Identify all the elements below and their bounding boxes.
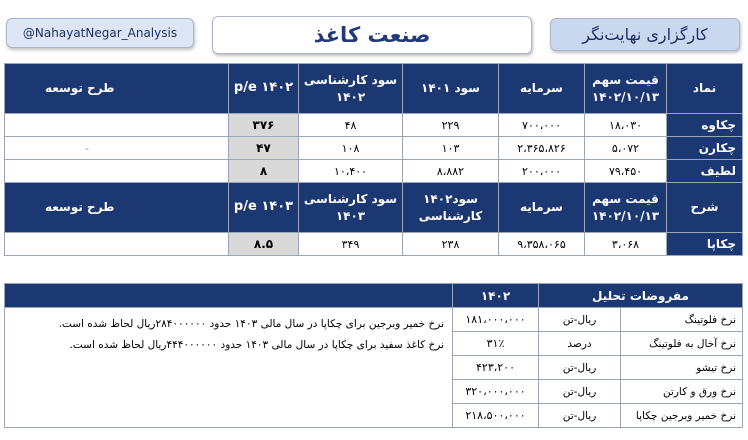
row-expert: ۱۰،۴۰۰ [299, 160, 403, 183]
row-capital: ۲،۳۶۵،۸۲۶ [499, 137, 585, 160]
assumption-unit: ریال-تن [539, 308, 621, 332]
header-expert-profit: سود کارشناسی ۱۴۰۲ [299, 64, 403, 114]
table-header-row [5, 64, 743, 114]
row-expert: ۳۴۹ [299, 233, 403, 256]
assumption-value: ۲۱۸،۵۰۰،۰۰۰ [453, 404, 539, 428]
row-pe: ۳۷۶ [229, 114, 299, 137]
assumption-label: نرخ ورق و کارتن [621, 380, 743, 404]
list-item [5, 308, 743, 332]
assumption-label: نرخ خمیر وبرجین چکاپا [621, 404, 743, 428]
assumption-unit: ریال-تن [539, 404, 621, 428]
note-line: نرخ کاغذ سفید برای چکاپا در سال مالی ۱۴۰۳ حدود ۴۴۴۰۰۰۰۰۰ریال لحاظ شده است. [69, 339, 444, 351]
table-header-row-2 [5, 183, 743, 233]
row-pe: ۴۷ [229, 137, 299, 160]
notes-header [5, 284, 453, 308]
header-plan-2: طرح توسعه [5, 183, 229, 233]
header-profit-1401: سود ۱۴۰۱ [403, 64, 499, 114]
row-price: ۷۹،۴۵۰ [585, 160, 667, 183]
assumption-unit: ریال-تن [539, 356, 621, 380]
header-expert-profit-2: سود کارشناسی ۱۴۰۳ [299, 183, 403, 233]
channel-handle: @NahayatNegar_Analysis [6, 18, 194, 48]
assumption-unit: درصد [539, 332, 621, 356]
row-price: ۱۸،۰۳۰ [585, 114, 667, 137]
assumption-value: ۳۱٪ [453, 332, 539, 356]
row-symbol: چکارن [667, 137, 743, 160]
assumption-label: نرخ فلوتینگ [621, 308, 743, 332]
row-symbol: چکاوه [667, 114, 743, 137]
row-pe: ۸ [229, 160, 299, 183]
table-row [5, 233, 743, 256]
assumption-label: نرخ تیشو [621, 356, 743, 380]
assumption-label: نرخ آخال به فلوتینگ [621, 332, 743, 356]
row-expert: ۴۸ [299, 114, 403, 137]
broker-label: کارگزاری نهایت‌نگر [550, 18, 740, 51]
row-capital: ۹،۳۵۸،۰۶۵ [499, 233, 585, 256]
row-capital: ۷۰۰،۰۰۰ [499, 114, 585, 137]
row-capital: ۲۰۰،۰۰۰ [499, 160, 585, 183]
header-price: قیمت سهم ۱۴۰۲/۱۰/۱۳ [585, 64, 667, 114]
row-profit: ۲۲۹ [403, 114, 499, 137]
header-profit-1402: سود۱۴۰۲ کارشناسی [403, 183, 499, 233]
table-row [5, 114, 743, 137]
stocks-table [4, 63, 743, 256]
header-capital: سرمایه [499, 64, 585, 114]
header-price-2: قیمت سهم ۱۴۰۲/۱۰/۱۳ [585, 183, 667, 233]
header-capital-2: سرمایه [499, 183, 585, 233]
row-plan [5, 233, 229, 256]
row-symbol: چکاپا [667, 233, 743, 256]
assumption-value: ۳۲۰،۰۰۰،۰۰۰ [453, 380, 539, 404]
assumptions-title: مفروضات تحلیل [539, 284, 743, 308]
assumption-value: ۱۸۱،۰۰۰،۰۰۰ [453, 308, 539, 332]
table-row [5, 137, 743, 160]
assumption-unit: ریال-تن [539, 380, 621, 404]
header-desc: شرح [667, 183, 743, 233]
row-expert: ۱۰۸ [299, 137, 403, 160]
row-profit: ۲۳۸ [403, 233, 499, 256]
assumptions-header-row [5, 284, 743, 308]
table-row [5, 160, 743, 183]
row-symbol: لطیف [667, 160, 743, 183]
row-price: ۵،۰۷۲ [585, 137, 667, 160]
row-profit: ۱۰۳ [403, 137, 499, 160]
notes-cell [5, 308, 453, 428]
row-price: ۳،۰۶۸ [585, 233, 667, 256]
row-profit: ۸،۸۸۲ [403, 160, 499, 183]
row-plan: - [5, 137, 229, 160]
assumptions-table [4, 283, 743, 428]
assumptions-year: ۱۴۰۲ [453, 284, 539, 308]
row-plan [5, 160, 229, 183]
header-pe-2: p/e ۱۴۰۳ [229, 183, 299, 233]
header-plan: طرح توسعه [5, 64, 229, 114]
page-title: صنعت کاغذ [212, 16, 532, 54]
row-pe: ۸.۵ [229, 233, 299, 256]
header-symbol: نماد [667, 64, 743, 114]
row-plan [5, 114, 229, 137]
note-line: نرخ خمیر وبرجین برای چکاپا در سال مالی ۱۴۰۳ حدود ۲۸۴۰۰۰۰۰۰ریال لحاظ شده است. [58, 318, 444, 330]
assumption-value: ۴۲۳،۲۰۰ [453, 356, 539, 380]
header-pe: p/e ۱۴۰۲ [229, 64, 299, 114]
